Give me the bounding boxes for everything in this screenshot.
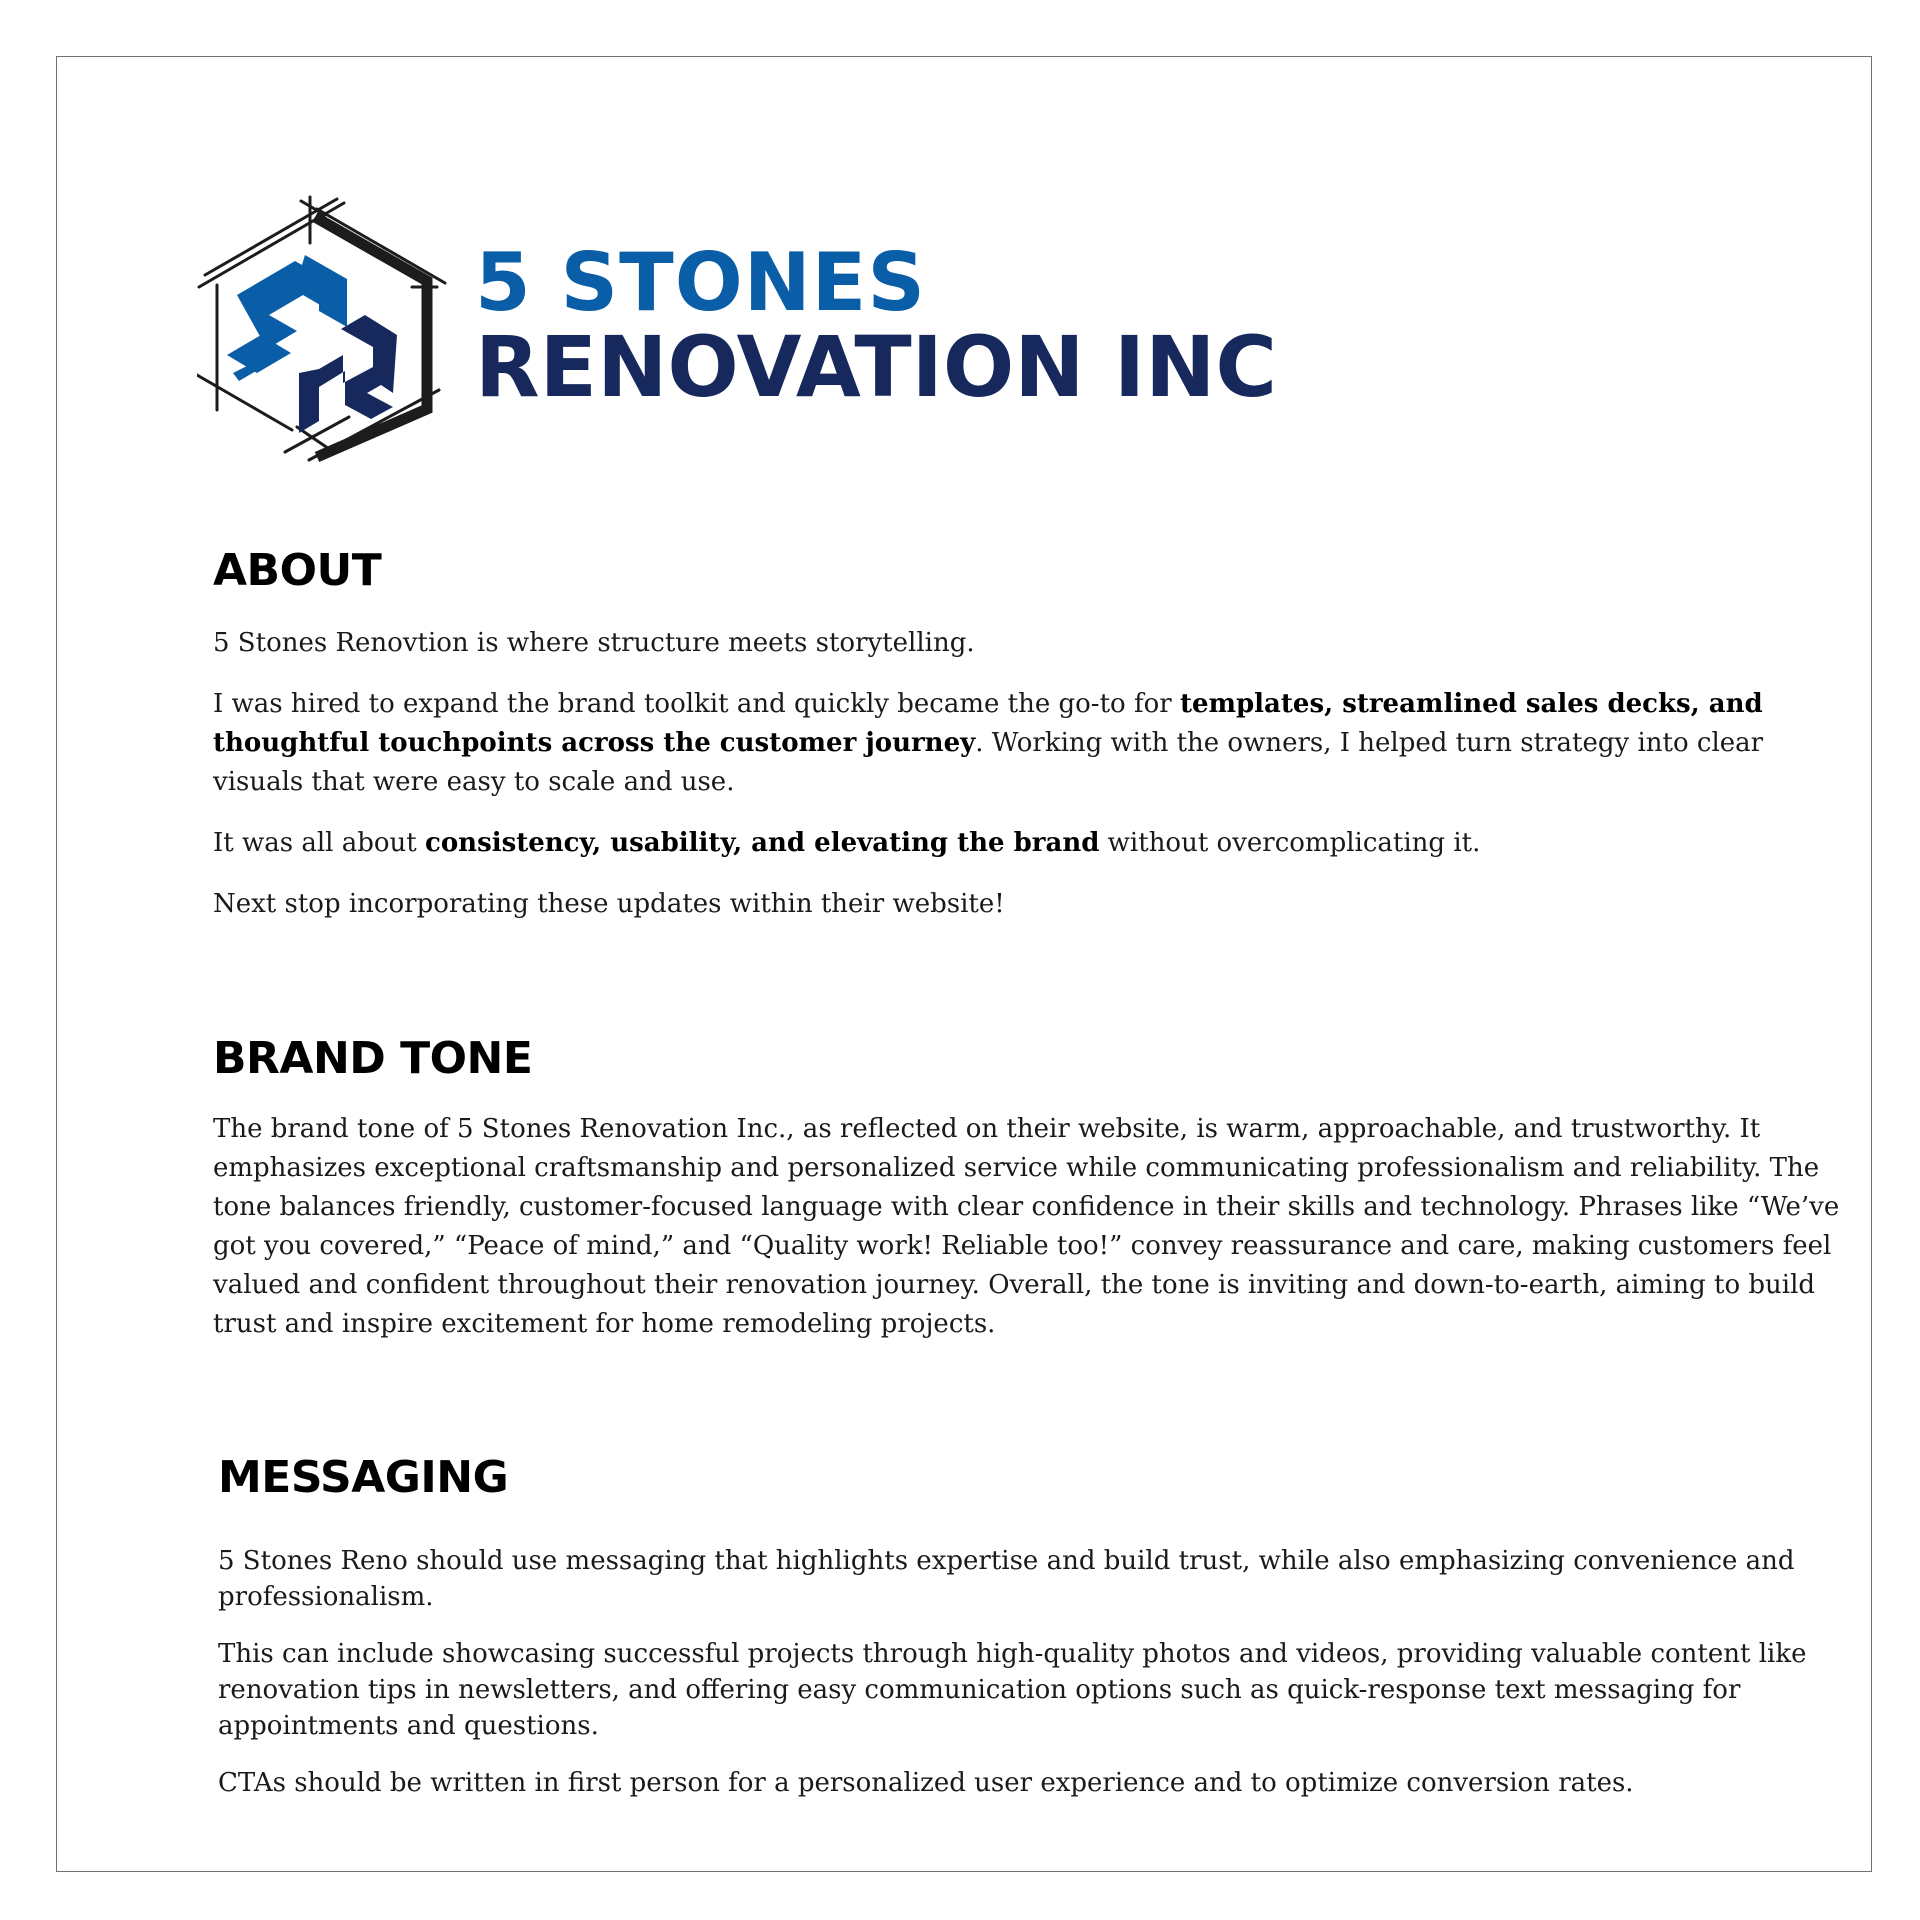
messaging-heading: MESSAGING — [218, 1452, 509, 1503]
messaging-section — [218, 1452, 1848, 1822]
about-paragraph-4: Next stop incorporating these updates within their website! — [213, 889, 1005, 919]
brand-tone-paragraph: The brand tone of 5 Stones Renovation Inc., as reflected on their website, is warm, approachable, and trustworthy. It emphasizes exceptional craftsmanship and personalized service while communicating professionalism and reliability. The tone balances friendly, customer-focused language with clear confidence in their skills and technology. Phrases like “We’ve got you covered,” “Peace of mind,” and “Quality work! Reliable too!” convey reassurance and care, making customers feel valued and confident throughout their renovation journey. Overall, the tone is inviting and down-to-earth, aiming to build trust and inspire excitement for home remodeling projects. — [213, 1114, 1840, 1339]
messaging-paragraph-3: CTAs should be written in first person for a personalized user experience and to optimize conversion rates. — [218, 1768, 1634, 1798]
brand-name-line1: 5 STONES — [475, 236, 926, 329]
about-paragraph-1: 5 Stones Renovtion is where structure meets storytelling. — [213, 628, 975, 658]
about-paragraph-2 — [213, 685, 1843, 802]
messaging-paragraph-1: 5 Stones Reno should use messaging that highlights expertise and build trust, while also emphasizing convenience and professionalism. — [218, 1546, 1795, 1612]
about-p3-text-end: without overcomplicating it. — [1099, 828, 1481, 858]
about-section — [213, 545, 1843, 946]
about-p2-text: I was hired to expand the brand toolkit and quickly became the go-to for — [213, 689, 1180, 719]
page-frame — [56, 56, 1872, 1872]
brand-logo — [197, 195, 1297, 465]
hexagon-cube-sr-monogram-icon — [197, 195, 457, 465]
about-p3-text: It was all about — [213, 828, 425, 858]
about-paragraph-3 — [213, 824, 1843, 863]
brand-tone-heading: BRAND TONE — [213, 1033, 533, 1084]
about-p2-emphasis: templates, streamlined sales decks, and thoughtful touchpoints across the customer journey — [213, 689, 1763, 758]
about-p2-text-end: . Working with the owners, I helped turn strategy into clear visuals that were easy to scale and use. — [213, 728, 1764, 797]
brand-wordmark — [475, 236, 1278, 416]
brand-tone-section — [213, 1033, 1843, 1344]
about-p3-emphasis: consistency, usability, and elevating the brand — [425, 828, 1100, 858]
brand-name-line2: RENOVATION INC — [475, 318, 1278, 416]
messaging-paragraph-2: This can include showcasing successful projects through high-quality photos and videos, providing valuable content like renovation tips in newsletters, and offering easy communication options such as quick-response text messaging for appointments and questions. — [218, 1639, 1807, 1741]
about-heading: ABOUT — [213, 545, 382, 596]
